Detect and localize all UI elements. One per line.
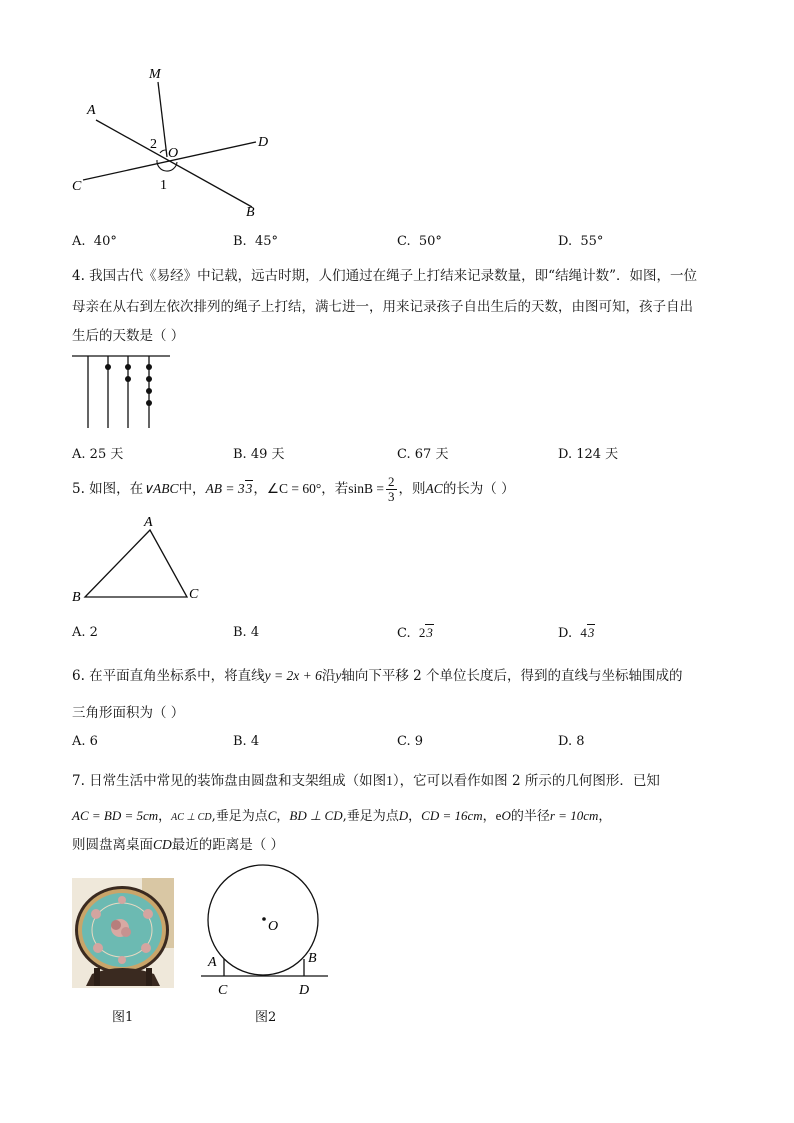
q7-cond-bd-perp: BD ⊥ CD	[289, 808, 343, 823]
q7-label-A: A	[208, 955, 217, 970]
q7-label-C: C	[218, 983, 228, 998]
q4-knot-rope-figure	[70, 352, 180, 432]
q7-text-line2: AC = BD = 5cm，AC ⊥ CD,垂足为点C，BD ⊥ CD,垂足为点D，CD = 16cm，eO的半径r = 10cm，	[72, 808, 612, 824]
q7-geometry-figure	[198, 855, 338, 1005]
q6-option-c[interactable]: C. 9	[397, 734, 424, 749]
q4-option-a[interactable]: A. 25 天	[72, 447, 124, 462]
q6-option-a[interactable]: A. 6	[72, 734, 98, 749]
q5-label-A: A	[144, 515, 153, 530]
q3-option-b[interactable]: B. 45°	[233, 234, 278, 249]
q5-triangle-figure	[66, 512, 216, 608]
q6-text-line1: 6. 在平面直角坐标系中，将直线y = 2x + 6沿y轴向下平移 2 个单位长度后，得到的直线与坐标轴围成的	[72, 668, 683, 684]
plate-illustration	[72, 878, 174, 988]
q5-fraction: $\frac{2}{3}$	[388, 474, 395, 504]
q7-text-line3: 则圆盘离桌面CD最近的距离是（ ）	[72, 837, 285, 853]
q6-line-expr: y = 2x + 6	[264, 668, 322, 683]
q3-label-B: B	[246, 205, 255, 220]
q3-label-A: A	[87, 103, 96, 118]
q5-text: 5. 如图，在∨ABC中，AB = 33，∠C = 60°，若sinB = $\frac{2}{3}$ ，则AC的长为（ ）	[72, 474, 515, 504]
q3-angle-figure	[60, 60, 290, 230]
q3-label-M: M	[149, 67, 161, 82]
q5-label-B: B	[72, 590, 81, 605]
q6-text-line2: 三角形面积为（ ）	[72, 705, 185, 721]
q6-option-b[interactable]: B. 4	[233, 734, 260, 749]
q4-text-line1: 4. 我国古代《易经》中记载，远古时期，人们通过在绳子上打结来记录数量，即“结绳计数”．如图，一位	[72, 268, 697, 284]
q3-option-a[interactable]: A. 40°	[72, 234, 117, 249]
q5-triangle-name: ∨ABC	[143, 481, 179, 496]
q5-option-c[interactable]: C. 23	[397, 625, 433, 641]
q5-angle-expr: ∠C = 60°	[266, 481, 322, 496]
q4-option-d[interactable]: D. 124 天	[558, 447, 619, 462]
q7-cond-cd: CD = 16cm	[421, 808, 483, 823]
q5-option-d[interactable]: D. 43	[558, 625, 595, 641]
q7-label-B: B	[308, 951, 317, 966]
decorative-plate-photo	[72, 878, 174, 988]
q3-label-O: O	[168, 146, 179, 161]
q6-option-d[interactable]: D. 8	[558, 734, 585, 749]
figure2-caption: 图2	[255, 1010, 277, 1025]
q4-text-line2: 母亲在从右到左依次排列的绳子上打结，满七进一，用来记录孩子自出生后的天数，由图可知，孩子自出	[72, 299, 693, 315]
figure1-caption: 图1	[112, 1010, 134, 1025]
q3-label-D: D	[258, 135, 269, 150]
q7-radius-expr: r = 10cm	[549, 808, 599, 823]
q4-option-b[interactable]: B. 49 天	[233, 447, 285, 462]
q5-ac-label: AC	[425, 481, 443, 496]
q4-option-c[interactable]: C. 67 天	[397, 447, 449, 462]
q5-label-C: C	[189, 587, 199, 602]
q5-ab-expr: AB = 3	[205, 481, 245, 496]
q3-option-d[interactable]: D. 55°	[558, 234, 604, 249]
q7-label-D: D	[299, 983, 310, 998]
q5-option-a[interactable]: A. 2	[72, 625, 98, 640]
q4-text-line3: 生后的天数是（ ）	[72, 328, 185, 344]
q5-ab-root: 3	[245, 481, 253, 496]
q7-cond-ac-perp: AC ⊥ CD	[171, 812, 212, 823]
q3-label-angle1: 1	[160, 178, 167, 193]
q3-label-C: C	[72, 179, 82, 194]
q3-option-c[interactable]: C. 50°	[397, 234, 442, 249]
q7-label-O: O	[268, 919, 279, 934]
q5-option-b[interactable]: B. 4	[233, 625, 260, 640]
q7-text-line1: 7. 日常生活中常见的装饰盘由圆盘和支架组成（如图1），它可以看作如图 2 所示的几何图形．已知	[72, 773, 660, 789]
q5-sin-expr: sinB =	[348, 481, 385, 496]
q3-label-angle2: 2	[150, 137, 157, 152]
q7-cond-ac-bd: AC = BD = 5cm	[72, 808, 159, 823]
